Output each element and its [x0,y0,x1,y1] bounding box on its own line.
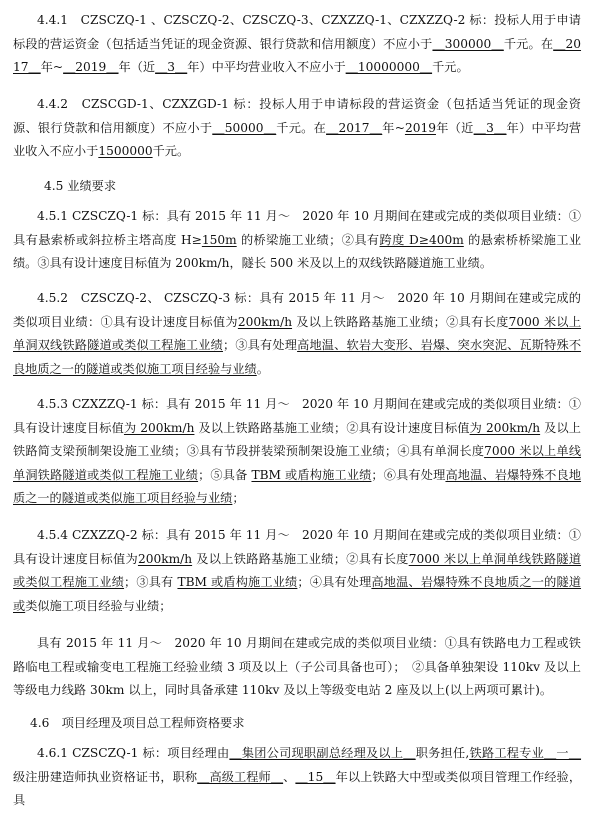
para-electrical-experience: 具有 2015 年 11 月～ 2020 年 10 月期间在建或完成的类似项目业绩：①具有铁路电力工程或铁路临电工程或输变电工程施工经验业绩 3 项及以上（子公司具备也可）； ②具备单独架设 110kv 及以上等级电力线路 30km 以上，同时具备承建 110kv 及以上等级变电站 2 座及以上(以上两项可累计)。 [13,636,581,697]
heading-4-6: 4.6 项目经理及项目总工程师资格要求 [30,716,245,730]
para-4-5-1: 4.5.1 CZSCZQ-1 标：具有 2015 年 11 月～ 2020 年 10 月期间在建或完成的类似项目业绩：①具有悬索桥或斜拉桥主塔高度 H≥150m 的桥梁施工业绩；②具有跨度 D≥400m 的悬索桥桥梁施工业绩。③具有设计速度目标值为 200km/h，隧长 500 米及以上的双线铁路隧道施工业绩。 [13,209,582,270]
para-4-4-2: 4.4.2 CZSCGD-1、CZXZGD-1 标：投标人用于申请标段的营运资金（包括适当凭证的现金资源、银行贷款和信用额度）不应小于＿50000＿千元。在＿2017＿年~2019年（近＿3＿年）中平均营业收入不应小于1500000千元。 [13,97,582,158]
para-4-5-4: 4.5.4 CZXZZQ-2 标：具有 2015 年 11 月～ 2020 年 10 月期间在建或完成的类似项目业绩：①具有设计速度目标值为200km/h 及以上铁路路基施工业绩；②具有长度7000 米以上单洞单线铁路隧道或类似工程施工业绩；③具有 TBM 或盾构施工业绩；④具有处理高地温、岩爆特殊不良地质之一的隧道或类似施工项目经验与业绩； [13,528,582,613]
para-4-4-1: 4.4.1 CZSCZQ-1 、CZSCZQ-2、CZSCZQ-3、CZXZZQ-1、CZXZZQ-2 标：投标人用于申请标段的营运资金（包括适当凭证的现金资源、银行贷款和信用额度）不应小于＿300000＿千元。在＿2017＿年~＿2019＿年（近＿3＿年）中平均营业收入不应小于＿10000000＿千元。 [13,13,582,74]
para-4-6-1: 4.6.1 CZSCZQ-1 标：项目经理由＿集团公司现职副总经理及以上＿职务担任,铁路工程专业＿一＿级注册建造师执业资格证书，职称＿高级工程师＿、＿15＿年以上铁路大中型或类似项目管理工作经验，具 [13,746,582,807]
heading-4-5: 4.5 业绩要求 [44,179,117,193]
para-4-5-3: 4.5.3 CZXZZQ-1 标：具有 2015 年 11 月～ 2020 年 10 月期间在建或完成的类似项目业绩：①具有设计速度目标值为 200km/h 及以上铁路路基施工业绩；②具有设计速度目标值为 200km/h 及以上铁路简支梁预制架设施工业绩；③具有节段拼装梁预制架设施工业绩；④具有单洞长度7000 米以上单线单洞铁路隧道或类似工程施工业绩；⑤具备 TBM 或盾构施工业绩；⑥具有处理高地温、岩爆特殊不良地质之一的隧道或类似施工项目经验与业绩； [13,397,582,505]
para-4-5-2: 4.5.2 CZSCZQ-2、 CZSCZQ-3 标：具有 2015 年 11 月～ 2020 年 10 月期间在建或完成的类似项目业绩：①具有设计速度目标值为200km/h 及以上铁路路基施工业绩；②具有长度7000 米以上单洞双线铁路隧道或类似工程施工业绩；③具有处理高地温、软岩大变形、岩爆、突水突泥、瓦斯特殊不良地质之一的隧道或类似施工项目经验与业绩。 [13,291,582,376]
